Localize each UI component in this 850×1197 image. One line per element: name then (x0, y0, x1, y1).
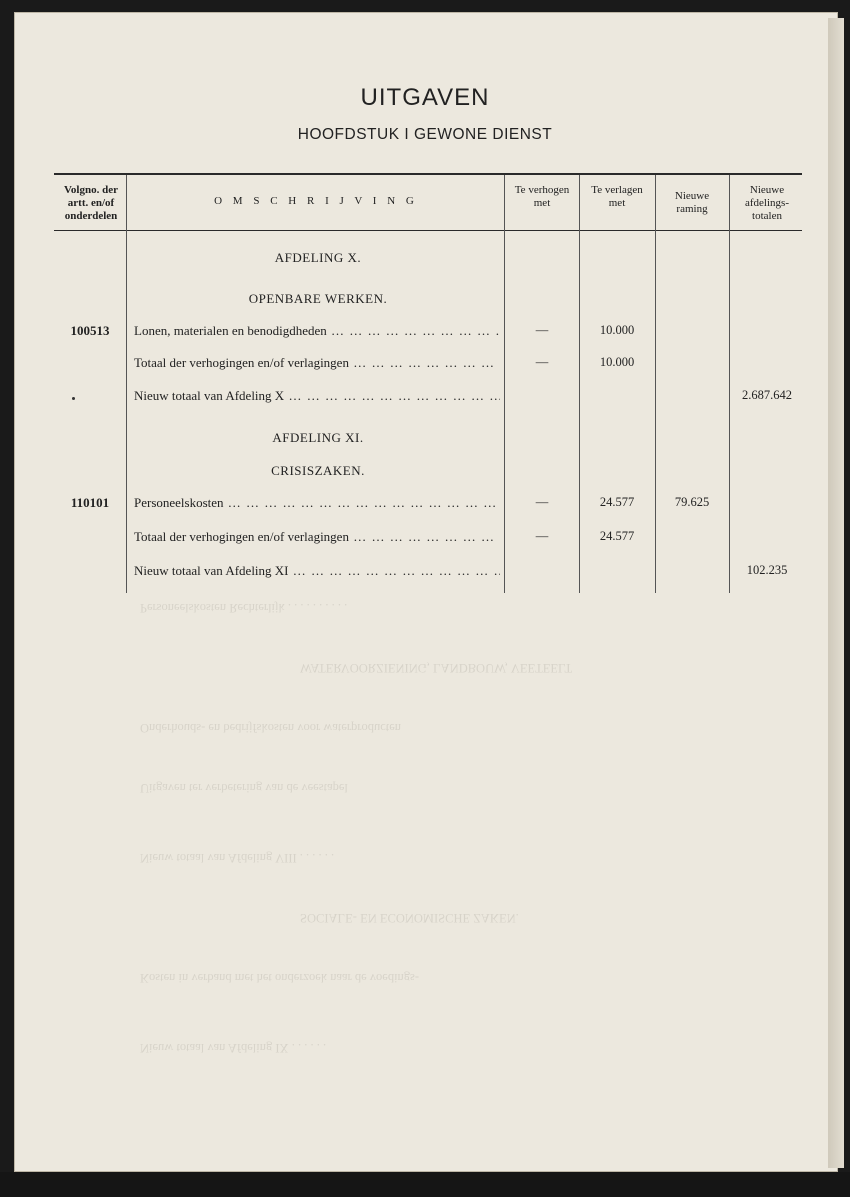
value-verhogen: — (535, 495, 549, 509)
document-page (14, 12, 838, 1172)
column-divider (655, 175, 656, 593)
new-total-value: 102.235 (746, 563, 788, 577)
new-total-value: 2.687.642 (742, 388, 792, 402)
column-header-totalen: Nieuwe afdelings-totalen (745, 184, 789, 222)
value-raming: 79.625 (674, 495, 710, 509)
margin-dot (72, 397, 75, 400)
subtotal-verhogen: — (535, 355, 549, 369)
column-header-raming: Nieuwe raming (674, 190, 710, 215)
article-code: 110101 (70, 495, 110, 510)
subtotal-verhogen: — (535, 529, 549, 543)
new-total-label: Nieuw totaal van Afdeling X … … … … … … … … … … … … … … … … … (134, 388, 500, 404)
subtotal-verlagen: 10.000 (599, 355, 635, 369)
new-total-label: Nieuw totaal van Afdeling XI … … … … … … … … … … … … … … … … … (134, 563, 500, 579)
article-description: Personeelskosten … … … … … … … … … … … … … … … … … (134, 495, 500, 511)
table-top-rule (54, 173, 802, 175)
section-heading-afdeling-xi: AFDELING XI. (272, 430, 364, 445)
section-heading-afdeling-x: AFDELING X. (274, 250, 362, 265)
column-header-verhogen: Te verhogen met (514, 184, 570, 209)
section-subheading-openbare-werken: OPENBARE WERKEN. (248, 291, 388, 306)
column-divider (126, 175, 127, 593)
subtotal-label: Totaal der verhogingen en/of verlagingen … … … … … … … … … … … … … … … … … (134, 355, 500, 371)
article-code: 100513 (70, 323, 110, 338)
page-subtitle: HOOFDSTUK I GEWONE DIENST (297, 126, 553, 143)
subtotal-label: Totaal der verhogingen en/of verlagingen … … … … … … … … … … … … … … … … … (134, 529, 500, 545)
scan-background (0, 1172, 850, 1197)
column-header-verlagen: Te verlagen met (591, 184, 643, 209)
article-description: Lonen, materialen en benodigdheden … … … … … … … … … … … … … … … … … (134, 323, 500, 339)
table-header-rule (54, 230, 802, 231)
column-header-code: Volgno. der artt. en/of onderdelen (64, 184, 118, 222)
page-title: UITGAVEN (360, 84, 490, 111)
value-verhogen: — (535, 323, 549, 337)
value-verlagen: 24.577 (599, 495, 635, 509)
page-edge (828, 18, 844, 1168)
column-header-omschrijving: O M S C H R I J V I N G (214, 195, 418, 207)
subtotal-verlagen: 24.577 (599, 529, 635, 543)
value-verlagen: 10.000 (599, 323, 635, 337)
column-divider (729, 175, 730, 593)
column-divider (504, 175, 505, 593)
section-subheading-crisiszaken: CRISISZAKEN. (271, 463, 365, 478)
